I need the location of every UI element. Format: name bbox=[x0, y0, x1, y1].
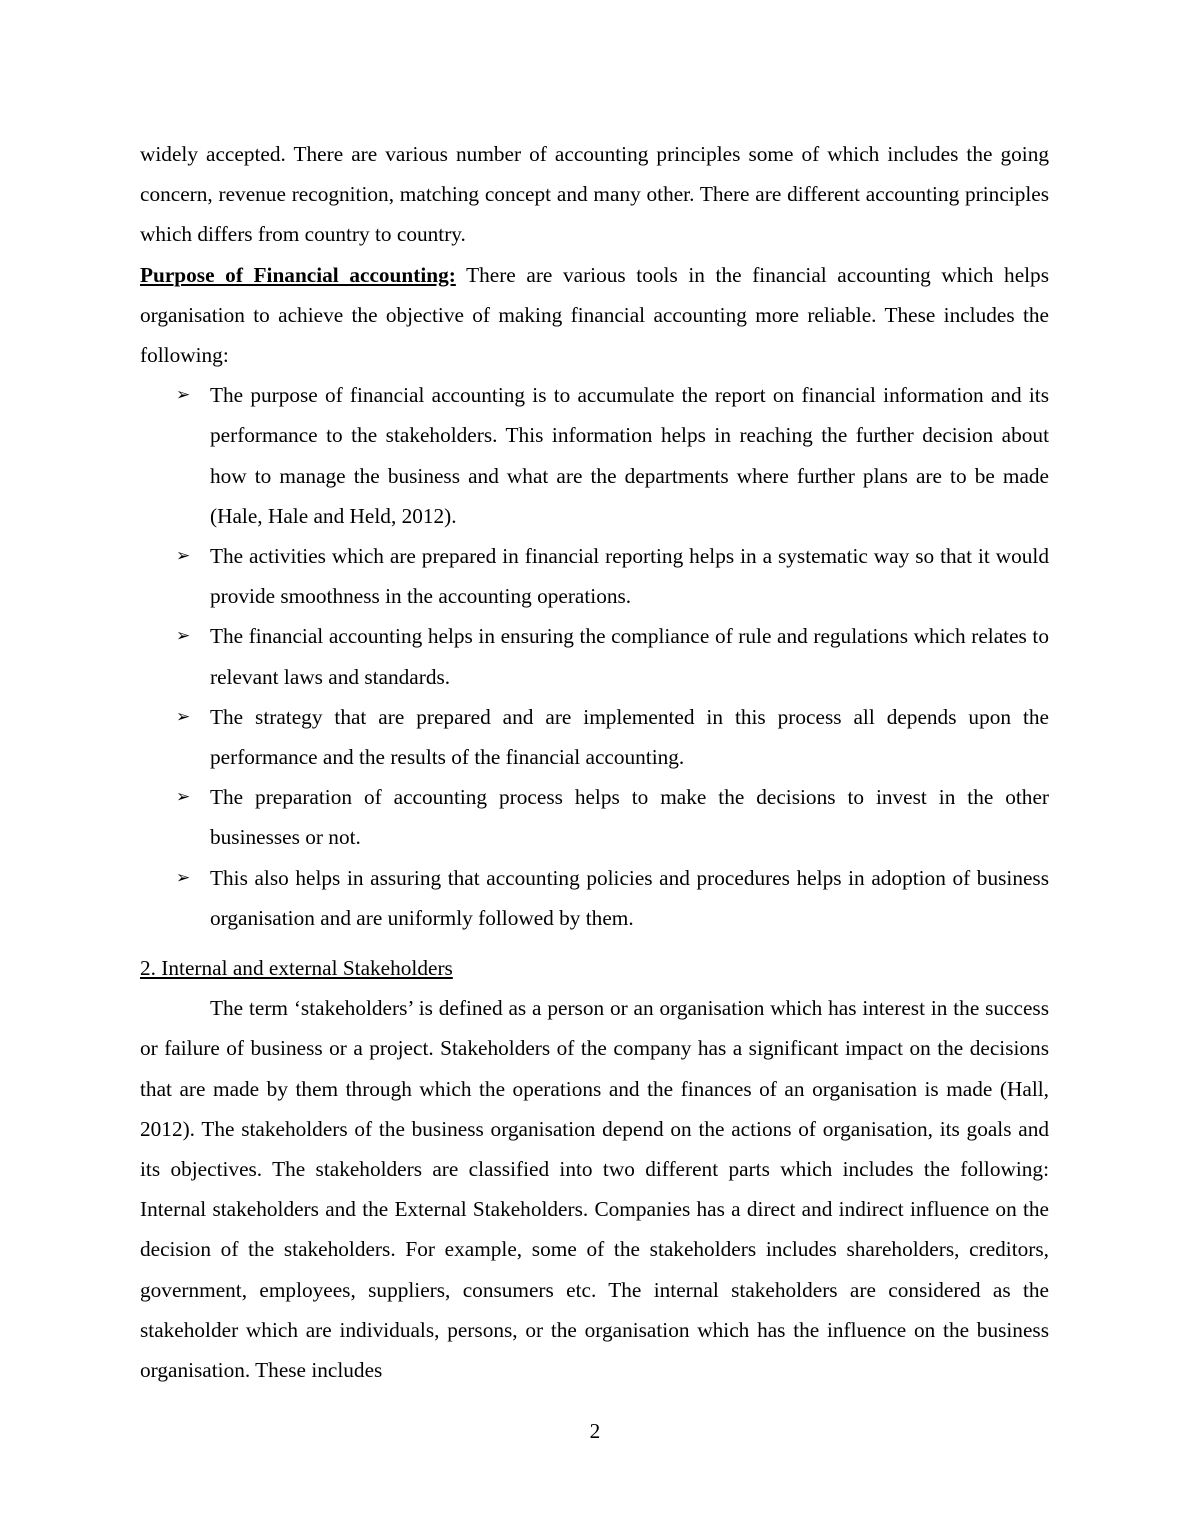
list-item-text: The preparation of accounting process helps to make the decisions to invest in the other businesses or not. bbox=[210, 785, 1049, 850]
list-item-text: The purpose of financial accounting is to accumulate the report on financial information and its performance to the stakeholders. This information helps in reaching the further decision about how to manage the business and what are the departments where further plans are to be made (Hale, Hale and Held, 2012). bbox=[210, 383, 1049, 528]
purpose-bullet-list bbox=[140, 375, 1049, 938]
intro-paragraph: widely accepted. There are various number of accounting principles some of which includes the going concern, revenue recognition, matching concept and many other. There are different accounting principles which differs from country to country. bbox=[140, 142, 1049, 247]
list-item bbox=[140, 536, 1049, 616]
arrow-bullet-icon: ➢ bbox=[176, 787, 191, 808]
purpose-paragraph bbox=[140, 255, 1049, 376]
list-item bbox=[140, 858, 1049, 938]
section-2-heading: 2. Internal and external Stakeholders bbox=[140, 956, 453, 981]
list-item-text: The strategy that are prepared and are implemented in this process all depends upon the performance and the results of the financial accounting. bbox=[210, 704, 1049, 770]
list-item-text: The activities which are prepared in financial reporting helps in a systematic way so that it would provide smoothness in the accounting operations. bbox=[210, 544, 1049, 609]
list-item bbox=[140, 697, 1049, 777]
list-item bbox=[140, 777, 1049, 857]
purpose-text: There are various tools in the financial accounting which helps organisation to achieve the objective of making financial accounting more reliable. These includes the following: bbox=[140, 262, 1049, 368]
arrow-bullet-icon: ➢ bbox=[176, 546, 191, 567]
list-item-text: This also helps in assuring that accounting policies and procedures helps in adoption of business organisation and are uniformly followed by them. bbox=[210, 865, 1049, 930]
arrow-bullet-icon: ➢ bbox=[176, 867, 191, 888]
list-item bbox=[140, 616, 1049, 696]
page-content bbox=[140, 134, 1049, 1390]
list-item-text: The financial accounting helps in ensuring the compliance of rule and regulations which relates to relevant laws and standards. bbox=[210, 624, 1049, 689]
arrow-bullet-icon: ➢ bbox=[176, 706, 191, 727]
arrow-bullet-icon: ➢ bbox=[176, 385, 191, 406]
section-2-paragraph: The term ‘stakeholders’ is defined as a person or an organisation which has interest in the success or failure of business or a project. Stakeholders of the company has a significant impact on the decisions that are made by them through which the operations and the finances of an organisation is made (Hall, 2012). The stakeholders of the business organisation depend on the actions of organisation, its goals and its objectives. The stakeholders are classified into two different parts which includes the following: Internal stakeholders and the External Stakeholders. Companies has a direct and indirect influence on the decision of the stakeholders. For example, some of the stakeholders includes shareholders, creditors, government, employees, suppliers, consumers etc. The internal stakeholders are considered as the stakeholder which are individuals, persons, or the organisation which has the influence on the business organisation. These includes bbox=[140, 996, 1049, 1383]
list-item bbox=[140, 375, 1049, 536]
page-number: 2 bbox=[589, 1419, 601, 1443]
arrow-bullet-icon: ➢ bbox=[176, 626, 191, 647]
purpose-heading: Purpose of Financial accounting: bbox=[140, 262, 456, 287]
